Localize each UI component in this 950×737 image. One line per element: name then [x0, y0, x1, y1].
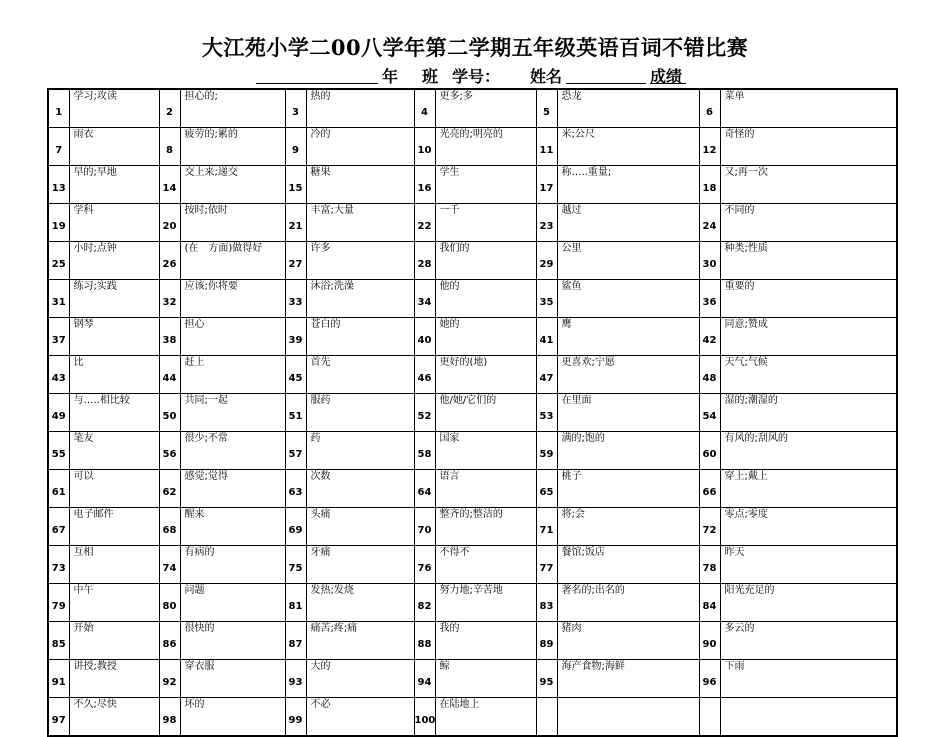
- table-row: [48, 318, 897, 356]
- underline-score: [650, 83, 686, 84]
- table-row: [48, 622, 897, 660]
- item-number: 5: [536, 89, 557, 128]
- label-year: 年: [382, 67, 399, 86]
- item-number: 61: [48, 470, 69, 508]
- item-number: 62: [159, 470, 180, 508]
- word-meaning-cell[interactable]: 光亮的;明亮的: [435, 128, 536, 166]
- word-meaning-cell[interactable]: 痛苦;疼;痛: [306, 622, 414, 660]
- item-number: 20: [159, 204, 180, 242]
- item-number: 46: [414, 356, 435, 394]
- word-meaning-cell[interactable]: 米;公尺: [557, 128, 699, 166]
- item-number: 60: [699, 432, 720, 470]
- word-meaning-cell[interactable]: 很快的: [180, 622, 285, 660]
- item-number: 22: [414, 204, 435, 242]
- item-number: 82: [414, 584, 435, 622]
- word-meaning-cell[interactable]: 不必: [306, 698, 414, 737]
- item-number: 37: [48, 318, 69, 356]
- item-number: 32: [159, 280, 180, 318]
- word-meaning-cell[interactable]: 赶上: [180, 356, 285, 394]
- word-meaning-cell[interactable]: 感觉;觉得: [180, 470, 285, 508]
- item-number: 87: [285, 622, 306, 660]
- word-meaning-cell[interactable]: 不得不: [435, 546, 536, 584]
- word-meaning-cell[interactable]: 恐龙: [557, 89, 699, 128]
- word-meaning-cell[interactable]: 苍白的: [306, 318, 414, 356]
- word-meaning-cell[interactable]: 担心: [180, 318, 285, 356]
- item-number: 19: [48, 204, 69, 242]
- word-meaning-cell[interactable]: 糖果: [306, 166, 414, 204]
- word-meaning-cell[interactable]: 他/她/它们的: [435, 394, 536, 432]
- item-number: [699, 698, 720, 737]
- item-number: [536, 698, 557, 737]
- table-row: [48, 128, 897, 166]
- word-meaning-cell[interactable]: 头痛: [306, 508, 414, 546]
- word-meaning-cell[interactable]: 牙痛: [306, 546, 414, 584]
- word-meaning-cell[interactable]: 鲸: [435, 660, 536, 698]
- word-meaning-cell[interactable]: 练习;实践: [69, 280, 159, 318]
- item-number: 17: [536, 166, 557, 204]
- word-meaning-cell[interactable]: 零点;零度: [720, 508, 897, 546]
- table-row: [48, 698, 897, 737]
- item-number: 75: [285, 546, 306, 584]
- item-number: 84: [699, 584, 720, 622]
- word-meaning-cell[interactable]: 她的: [435, 318, 536, 356]
- word-meaning-cell[interactable]: 坏的: [180, 698, 285, 737]
- item-number: 29: [536, 242, 557, 280]
- item-number: 23: [536, 204, 557, 242]
- word-meaning-cell[interactable]: 将;会: [557, 508, 699, 546]
- item-number: 51: [285, 394, 306, 432]
- item-number: 50: [159, 394, 180, 432]
- item-number: 35: [536, 280, 557, 318]
- item-number: 76: [414, 546, 435, 584]
- word-meaning-cell[interactable]: 钢琴: [69, 318, 159, 356]
- word-meaning-cell[interactable]: 疲劳的;累的: [180, 128, 285, 166]
- word-meaning-cell[interactable]: 服药: [306, 394, 414, 432]
- item-number: 64: [414, 470, 435, 508]
- word-meaning-cell[interactable]: 问题: [180, 584, 285, 622]
- word-meaning-cell[interactable]: 穿上;戴上: [720, 470, 897, 508]
- item-number: 7: [48, 128, 69, 166]
- item-number: 83: [536, 584, 557, 622]
- item-number: 16: [414, 166, 435, 204]
- word-meaning-cell[interactable]: 又;再一次: [720, 166, 897, 204]
- item-number: 71: [536, 508, 557, 546]
- word-meaning-cell[interactable]: 天气;气候: [720, 356, 897, 394]
- word-meaning-cell[interactable]: 笔友: [69, 432, 159, 470]
- word-meaning-cell[interactable]: 与…..相比较: [69, 394, 159, 432]
- table-row: [48, 204, 897, 242]
- item-number: 96: [699, 660, 720, 698]
- label-class: 班: [422, 67, 439, 86]
- item-number: 63: [285, 470, 306, 508]
- word-meaning-cell[interactable]: 次数: [306, 470, 414, 508]
- item-number: 66: [699, 470, 720, 508]
- item-number: 59: [536, 432, 557, 470]
- table-row: [48, 508, 897, 546]
- item-number: 6: [699, 89, 720, 128]
- item-number: 90: [699, 622, 720, 660]
- item-number: 49: [48, 394, 69, 432]
- item-number: 28: [414, 242, 435, 280]
- item-number: 74: [159, 546, 180, 584]
- item-number: 91: [48, 660, 69, 698]
- table-row: [48, 242, 897, 280]
- word-meaning-cell[interactable]: 丰富;大量: [306, 204, 414, 242]
- item-number: 93: [285, 660, 306, 698]
- word-meaning-cell[interactable]: 著名的;出名的: [557, 584, 699, 622]
- item-number: 79: [48, 584, 69, 622]
- item-number: 13: [48, 166, 69, 204]
- word-meaning-cell[interactable]: 可以: [69, 470, 159, 508]
- word-meaning-cell[interactable]: 雨衣: [69, 128, 159, 166]
- table-row: [48, 394, 897, 432]
- item-number: 81: [285, 584, 306, 622]
- word-meaning-cell[interactable]: 奇怪的: [720, 128, 897, 166]
- word-meaning-cell[interactable]: 称…..重量;: [557, 166, 699, 204]
- item-number: 41: [536, 318, 557, 356]
- word-meaning-cell[interactable]: 下雨: [720, 660, 897, 698]
- word-meaning-cell[interactable]: 讲授;教授: [69, 660, 159, 698]
- item-number: 72: [699, 508, 720, 546]
- word-meaning-cell[interactable]: 一千: [435, 204, 536, 242]
- word-meaning-cell[interactable]: 海产食物;海鲜: [557, 660, 699, 698]
- word-meaning-cell[interactable]: 应该;你将要: [180, 280, 285, 318]
- word-meaning-cell[interactable]: 电子邮件: [69, 508, 159, 546]
- item-number: 98: [159, 698, 180, 737]
- label-student-no: 学号：: [452, 67, 501, 86]
- item-number: 69: [285, 508, 306, 546]
- word-meaning-cell[interactable]: 有病的: [180, 546, 285, 584]
- item-number: 38: [159, 318, 180, 356]
- word-meaning-cell[interactable]: 穿衣服: [180, 660, 285, 698]
- word-meaning-cell[interactable]: 鲨鱼: [557, 280, 699, 318]
- word-meaning-cell[interactable]: 昨天: [720, 546, 897, 584]
- word-meaning-cell[interactable]: 多云的: [720, 622, 897, 660]
- word-meaning-cell[interactable]: 比: [69, 356, 159, 394]
- word-meaning-cell[interactable]: 重要的: [720, 280, 897, 318]
- item-number: 48: [699, 356, 720, 394]
- word-meaning-cell[interactable]: 共同;一起: [180, 394, 285, 432]
- page-title: 大江苑小学二00八学年第二学期五年级英语百词不错比赛: [201, 35, 749, 60]
- item-number: 45: [285, 356, 306, 394]
- item-number: 30: [699, 242, 720, 280]
- table-row: [48, 432, 897, 470]
- word-meaning-cell[interactable]: 阳光充足的: [720, 584, 897, 622]
- word-meaning-cell[interactable]: 湿的;潮湿的: [720, 394, 897, 432]
- item-number: 39: [285, 318, 306, 356]
- item-number: 85: [48, 622, 69, 660]
- item-number: 57: [285, 432, 306, 470]
- word-meaning-cell[interactable]: 更多;多: [435, 89, 536, 128]
- blank-line-grade[interactable]: [256, 83, 378, 84]
- item-number: 56: [159, 432, 180, 470]
- table-row: [48, 356, 897, 394]
- table-row: [48, 89, 897, 128]
- word-meaning-cell[interactable]: 越过: [557, 204, 699, 242]
- item-number: 77: [536, 546, 557, 584]
- word-meaning-cell[interactable]: 担心的;: [180, 89, 285, 128]
- word-meaning-cell[interactable]: 中午: [69, 584, 159, 622]
- item-number: 11: [536, 128, 557, 166]
- word-meaning-cell[interactable]: 热的: [306, 89, 414, 128]
- item-number: 9: [285, 128, 306, 166]
- word-meaning-cell[interactable]: 他的: [435, 280, 536, 318]
- item-number: 43: [48, 356, 69, 394]
- item-number: 88: [414, 622, 435, 660]
- word-meaning-cell[interactable]: 冷的: [306, 128, 414, 166]
- item-number: 44: [159, 356, 180, 394]
- item-number: 65: [536, 470, 557, 508]
- word-meaning-cell[interactable]: 互相: [69, 546, 159, 584]
- word-meaning-cell[interactable]: 我的: [435, 622, 536, 660]
- item-number: 21: [285, 204, 306, 242]
- word-meaning-cell[interactable]: 我们的: [435, 242, 536, 280]
- word-meaning-cell[interactable]: 更好的(地): [435, 356, 536, 394]
- word-meaning-cell[interactable]: 开始: [69, 622, 159, 660]
- item-number: 99: [285, 698, 306, 737]
- item-number: 26: [159, 242, 180, 280]
- item-number: 58: [414, 432, 435, 470]
- label-score: 成绩: [650, 67, 683, 86]
- item-number: 67: [48, 508, 69, 546]
- word-meaning-cell[interactable]: 在里面: [557, 394, 699, 432]
- word-meaning-cell[interactable]: 种类;性质: [720, 242, 897, 280]
- word-meaning-cell[interactable]: 菜单: [720, 89, 897, 128]
- item-number: 2: [159, 89, 180, 128]
- word-meaning-cell[interactable]: 有风的;刮风的: [720, 432, 897, 470]
- item-number: 89: [536, 622, 557, 660]
- table-row: [48, 470, 897, 508]
- word-meaning-cell[interactable]: 不久;尽快: [69, 698, 159, 737]
- word-meaning-cell[interactable]: 许多: [306, 242, 414, 280]
- item-number: 53: [536, 394, 557, 432]
- item-number: 54: [699, 394, 720, 432]
- item-number: 73: [48, 546, 69, 584]
- item-number: 70: [414, 508, 435, 546]
- word-meaning-cell[interactable]: 很少;不常: [180, 432, 285, 470]
- item-number: 68: [159, 508, 180, 546]
- item-number: 52: [414, 394, 435, 432]
- word-meaning-cell[interactable]: 不同的: [720, 204, 897, 242]
- item-number: 78: [699, 546, 720, 584]
- item-number: 27: [285, 242, 306, 280]
- word-meaning-cell[interactable]: 语言: [435, 470, 536, 508]
- word-meaning-cell[interactable]: 首先: [306, 356, 414, 394]
- item-number: 100: [414, 698, 435, 737]
- item-number: 97: [48, 698, 69, 737]
- item-number: 86: [159, 622, 180, 660]
- table-row: [48, 584, 897, 622]
- label-name: 姓名: [530, 67, 563, 86]
- word-meaning-cell[interactable]: 学科: [69, 204, 159, 242]
- word-meaning-cell[interactable]: (在 方面)做得好: [180, 242, 285, 280]
- word-meaning-cell[interactable]: 发热;发烧: [306, 584, 414, 622]
- word-meaning-cell[interactable]: 餐馆;饭店: [557, 546, 699, 584]
- word-meaning-cell[interactable]: 努力地;辛苦地: [435, 584, 536, 622]
- item-number: 14: [159, 166, 180, 204]
- word-meaning-cell[interactable]: [557, 698, 699, 737]
- word-meaning-cell[interactable]: 学生: [435, 166, 536, 204]
- vocabulary-table: [47, 88, 898, 737]
- item-number: 40: [414, 318, 435, 356]
- word-meaning-cell[interactable]: 交上来;递交: [180, 166, 285, 204]
- word-meaning-cell[interactable]: [720, 698, 897, 737]
- item-number: 10: [414, 128, 435, 166]
- blank-line-name[interactable]: [566, 83, 646, 84]
- word-meaning-cell[interactable]: 桃子: [557, 470, 699, 508]
- item-number: 25: [48, 242, 69, 280]
- item-number: 3: [285, 89, 306, 128]
- word-meaning-cell[interactable]: 大的: [306, 660, 414, 698]
- item-number: 80: [159, 584, 180, 622]
- word-meaning-cell[interactable]: 早的;早地: [69, 166, 159, 204]
- item-number: 92: [159, 660, 180, 698]
- word-meaning-cell[interactable]: 醒来: [180, 508, 285, 546]
- word-meaning-cell[interactable]: 沐浴;洗澡: [306, 280, 414, 318]
- word-meaning-cell[interactable]: 国家: [435, 432, 536, 470]
- word-meaning-cell[interactable]: 在陆地上: [435, 698, 536, 737]
- item-number: 8: [159, 128, 180, 166]
- word-meaning-cell[interactable]: 鹰: [557, 318, 699, 356]
- item-number: 55: [48, 432, 69, 470]
- item-number: 95: [536, 660, 557, 698]
- word-meaning-cell[interactable]: 按时;依时: [180, 204, 285, 242]
- item-number: 15: [285, 166, 306, 204]
- word-meaning-cell[interactable]: 满的;饱的: [557, 432, 699, 470]
- word-meaning-cell[interactable]: 小时;点钟: [69, 242, 159, 280]
- item-number: 18: [699, 166, 720, 204]
- word-meaning-cell[interactable]: 药: [306, 432, 414, 470]
- item-number: 42: [699, 318, 720, 356]
- word-meaning-cell[interactable]: 更喜欢;宁愿: [557, 356, 699, 394]
- word-meaning-cell[interactable]: 整齐的;整洁的: [435, 508, 536, 546]
- table-row: [48, 546, 897, 584]
- item-number: 36: [699, 280, 720, 318]
- word-meaning-cell[interactable]: 公里: [557, 242, 699, 280]
- student-info-line: [256, 64, 696, 86]
- table-row: [48, 660, 897, 698]
- item-number: 31: [48, 280, 69, 318]
- word-meaning-cell[interactable]: 同意;赞成: [720, 318, 897, 356]
- item-number: 12: [699, 128, 720, 166]
- word-meaning-cell[interactable]: 猪肉: [557, 622, 699, 660]
- item-number: 4: [414, 89, 435, 128]
- word-meaning-cell[interactable]: 学习;攻读: [69, 89, 159, 128]
- table-row: [48, 166, 897, 204]
- item-number: 33: [285, 280, 306, 318]
- item-number: 24: [699, 204, 720, 242]
- table-row: [48, 280, 897, 318]
- item-number: 94: [414, 660, 435, 698]
- item-number: 1: [48, 89, 69, 128]
- item-number: 34: [414, 280, 435, 318]
- item-number: 47: [536, 356, 557, 394]
